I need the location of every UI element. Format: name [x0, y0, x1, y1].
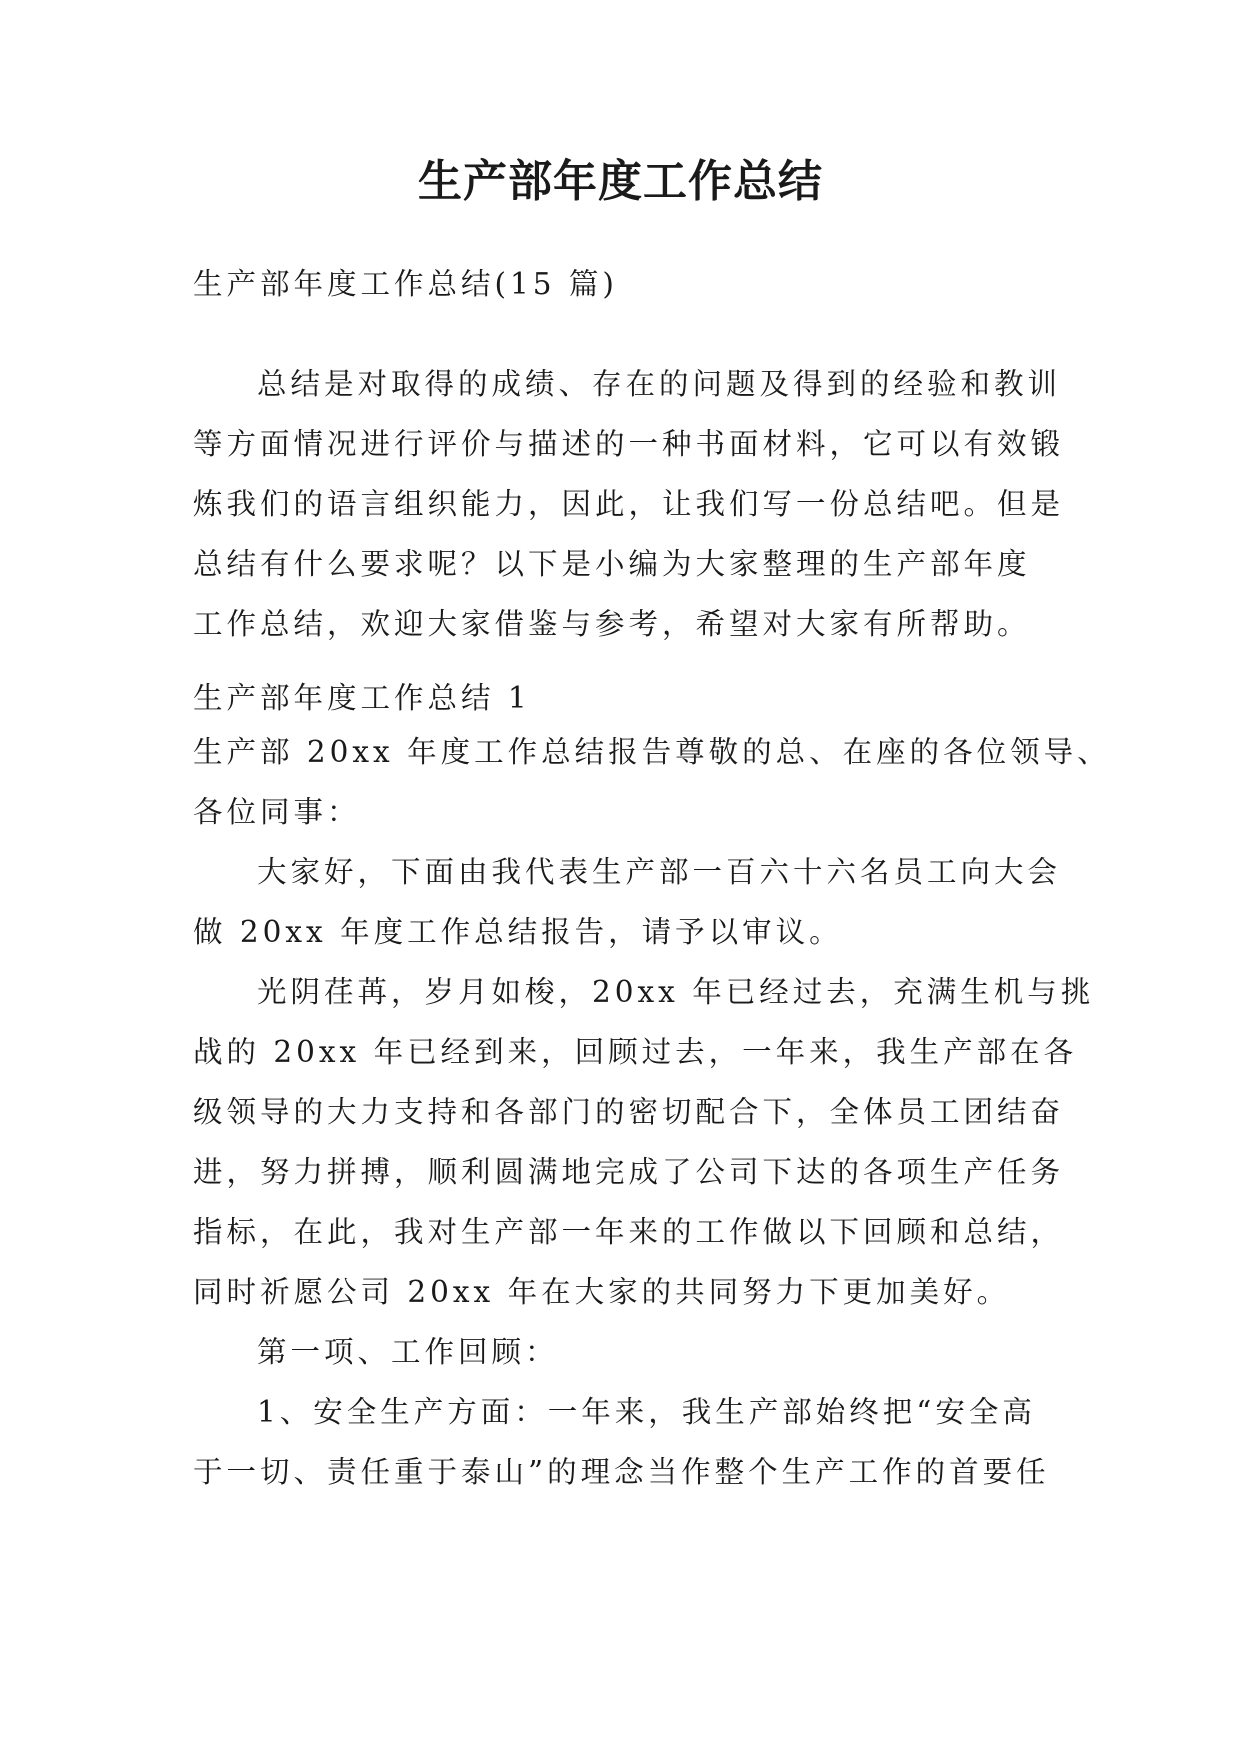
- body-line: 光阴荏苒，岁月如梭，20xx 年已经过去，充满生机与挑: [257, 975, 1095, 1009]
- body-line: 1、安全生产方面：一年来，我生产部始终把“安全高: [257, 1395, 1036, 1429]
- section-heading: 生产部年度工作总结 1: [193, 681, 531, 715]
- intro-line: 炼我们的语言组织能力，因此，让我们写一份总结吧。但是: [193, 487, 1065, 521]
- intro-paragraph: [193, 354, 1073, 654]
- intro-line: 总结有什么要求呢？以下是小编为大家整理的生产部年度: [193, 547, 1031, 581]
- document-title: 生产部年度工作总结: [418, 156, 823, 207]
- body-line: 同时祈愿公司 20xx 年在大家的共同努力下更加美好。: [193, 1275, 1011, 1309]
- body-line: 做 20xx 年度工作总结报告，请予以审议。: [193, 915, 843, 949]
- document-subtitle: 生产部年度工作总结(15 篇): [193, 267, 618, 301]
- body-line: 于一切、责任重于泰山”的理念当作整个生产工作的首要任: [193, 1455, 1050, 1489]
- intro-line: 总结是对取得的成绩、存在的问题及得到的经验和教训: [257, 367, 1062, 401]
- body-line: 第一项、工作回顾：: [257, 1335, 559, 1369]
- section-body: [193, 722, 1111, 1502]
- body-line: 级领导的大力支持和各部门的密切配合下，全体员工团结奋: [193, 1095, 1065, 1129]
- intro-line: 等方面情况进行评价与描述的一种书面材料，它可以有效锻: [193, 427, 1065, 461]
- body-line: 战的 20xx 年已经到来，回顾过去，一年来，我生产部在各: [193, 1035, 1078, 1069]
- body-line: 指标，在此，我对生产部一年来的工作做以下回顾和总结，: [193, 1215, 1065, 1249]
- body-line: 各位同事：: [193, 795, 361, 829]
- body-line: 进，努力拼搏，顺利圆满地完成了公司下达的各项生产任务: [193, 1155, 1065, 1189]
- body-line: 生产部 20xx 年度工作总结报告尊敬的总、在座的各位领导、: [193, 735, 1111, 769]
- intro-line: 工作总结，欢迎大家借鉴与参考，希望对大家有所帮助。: [193, 607, 1031, 641]
- body-line: 大家好，下面由我代表生产部一百六十六名员工向大会: [257, 855, 1062, 889]
